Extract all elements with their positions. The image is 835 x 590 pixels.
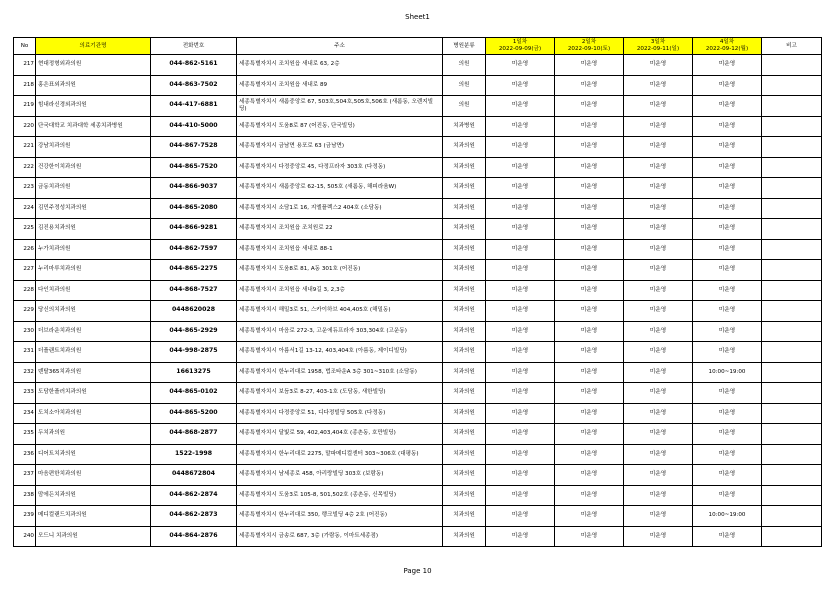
institution-name: 모드니 치과의원 bbox=[36, 526, 151, 547]
address: 세종특별자치시 아름서1길 13-12, 403,404호 (아름동, 제이디빌딩) bbox=[237, 342, 443, 363]
header-day-1-label: 1일차 bbox=[512, 39, 528, 45]
address: 세종특별자치시 조치원읍 새내9길 3, 2,3층 bbox=[237, 280, 443, 301]
day-1-status: 미운영 bbox=[486, 383, 555, 404]
day-2-status: 미운영 bbox=[555, 465, 624, 486]
phone-number: 044-862-5161 bbox=[151, 55, 237, 76]
row-number: 217 bbox=[14, 55, 36, 76]
address: 세종특별자치시 해밀3로 51, 스카이하브 404,405호 (해밀동) bbox=[237, 301, 443, 322]
note bbox=[762, 342, 822, 363]
phone-number: 044-865-2275 bbox=[151, 260, 237, 281]
phone-number: 0448620028 bbox=[151, 301, 237, 322]
hospital-type: 의원 bbox=[443, 75, 486, 96]
day-1-status: 미운영 bbox=[486, 362, 555, 383]
day-4-status: 미운영 bbox=[693, 321, 762, 342]
day-3-status: 미운영 bbox=[624, 506, 693, 527]
table-row bbox=[14, 280, 822, 301]
day-3-status: 미운영 bbox=[624, 465, 693, 486]
hospital-type: 치과의원 bbox=[443, 280, 486, 301]
row-number: 224 bbox=[14, 198, 36, 219]
table-row bbox=[14, 137, 822, 158]
header-type: 병원분류 bbox=[443, 38, 486, 55]
institution-name: 도담한플러치과의원 bbox=[36, 383, 151, 404]
day-4-status: 미운영 bbox=[693, 383, 762, 404]
note bbox=[762, 321, 822, 342]
hospital-type: 의원 bbox=[443, 96, 486, 117]
phone-number: 044-862-7597 bbox=[151, 239, 237, 260]
day-4-status: 미운영 bbox=[693, 178, 762, 199]
hospital-type: 치과의원 bbox=[443, 321, 486, 342]
institution-name: 당신의치과의원 bbox=[36, 301, 151, 322]
day-1-status: 미운영 bbox=[486, 485, 555, 506]
day-1-status: 미운영 bbox=[486, 444, 555, 465]
address: 세종특별자치시 한누리대로 1958, 법조타운A 3층 301~310호 (소담동) bbox=[237, 362, 443, 383]
institution-name: 메디컬랜드치과의원 bbox=[36, 506, 151, 527]
row-number: 233 bbox=[14, 383, 36, 404]
row-number: 232 bbox=[14, 362, 36, 383]
phone-number: 044-865-7520 bbox=[151, 157, 237, 178]
day-2-status: 미운영 bbox=[555, 116, 624, 137]
table-row bbox=[14, 362, 822, 383]
hospital-type: 치과의원 bbox=[443, 403, 486, 424]
day-4-status: 미운영 bbox=[693, 342, 762, 363]
header-name: 의료기관명 bbox=[36, 38, 151, 55]
institution-name: 김진용치과의원 bbox=[36, 219, 151, 240]
day-3-status: 미운영 bbox=[624, 444, 693, 465]
address: 세종특별자치시 조치원읍 새내로 63, 2층 bbox=[237, 55, 443, 76]
day-4-status: 미운영 bbox=[693, 485, 762, 506]
row-number: 221 bbox=[14, 137, 36, 158]
day-3-status: 미운영 bbox=[624, 157, 693, 178]
note bbox=[762, 301, 822, 322]
day-1-status: 미운영 bbox=[486, 96, 555, 117]
day-4-status: 미운영 bbox=[693, 137, 762, 158]
address: 세종특별자치시 다정중앙로 45, 다정프라자 303호 (다정동) bbox=[237, 157, 443, 178]
hospital-type: 치과의원 bbox=[443, 465, 486, 486]
note bbox=[762, 260, 822, 281]
institution-name: 단국대학교 치과대학 세종치과병원 bbox=[36, 116, 151, 137]
hospital-type: 치과의원 bbox=[443, 526, 486, 547]
row-number: 234 bbox=[14, 403, 36, 424]
day-4-status: 10:00~19:00 bbox=[693, 362, 762, 383]
day-3-status: 미운영 bbox=[624, 321, 693, 342]
table-row bbox=[14, 198, 822, 219]
day-3-status: 미운영 bbox=[624, 485, 693, 506]
note bbox=[762, 157, 822, 178]
day-3-status: 미운영 bbox=[624, 383, 693, 404]
phone-number: 044-865-5200 bbox=[151, 403, 237, 424]
note bbox=[762, 55, 822, 76]
header-day-2 bbox=[555, 38, 624, 55]
table-row bbox=[14, 55, 822, 76]
address: 세종특별자치시 한누리대로 2275, 말파메디컬센터 303~306호 (대평동) bbox=[237, 444, 443, 465]
table-body bbox=[14, 55, 822, 547]
institution-name: 누리마루치과의원 bbox=[36, 260, 151, 281]
day-3-status: 미운영 bbox=[624, 178, 693, 199]
page-number: Page 10 bbox=[403, 567, 432, 575]
day-1-status: 미운영 bbox=[486, 55, 555, 76]
day-2-status: 미운영 bbox=[555, 526, 624, 547]
table-row bbox=[14, 526, 822, 547]
note bbox=[762, 526, 822, 547]
address: 세종특별자치시 소담1로 16, 지엘플렉스2 404호 (소담동) bbox=[237, 198, 443, 219]
address: 세종특별자치시 마음로 272-3, 고운에듀프라자 303,304호 (고운동) bbox=[237, 321, 443, 342]
hospital-type: 치과의원 bbox=[443, 137, 486, 158]
day-1-status: 미운영 bbox=[486, 526, 555, 547]
table-row bbox=[14, 444, 822, 465]
header-day-3-label: 3일차 bbox=[650, 39, 666, 45]
row-number: 225 bbox=[14, 219, 36, 240]
institution-name: 현대정형외과의원 bbox=[36, 55, 151, 76]
institution-name: 더플랜트치과의원 bbox=[36, 342, 151, 363]
day-1-status: 미운영 bbox=[486, 260, 555, 281]
institution-name: 디어트치과의원 bbox=[36, 444, 151, 465]
hospital-type: 의원 bbox=[443, 55, 486, 76]
header-day-1 bbox=[486, 38, 555, 55]
row-number: 240 bbox=[14, 526, 36, 547]
day-2-status: 미운영 bbox=[555, 301, 624, 322]
header-day-1-date: 2022-09-09(금) bbox=[498, 46, 542, 52]
day-4-status: 미운영 bbox=[693, 116, 762, 137]
row-number: 235 bbox=[14, 424, 36, 445]
table-row bbox=[14, 116, 822, 137]
day-1-status: 미운영 bbox=[486, 465, 555, 486]
phone-number: 044-866-9281 bbox=[151, 219, 237, 240]
header-day-4-label: 4일차 bbox=[719, 39, 735, 45]
note bbox=[762, 280, 822, 301]
address: 세종특별자치시 달빛로 59, 402,403,404호 (종촌동, 호만빌딩) bbox=[237, 424, 443, 445]
row-number: 226 bbox=[14, 239, 36, 260]
day-3-status: 미운영 bbox=[624, 362, 693, 383]
table-row bbox=[14, 403, 822, 424]
note bbox=[762, 444, 822, 465]
row-number: 220 bbox=[14, 116, 36, 137]
header-row bbox=[14, 38, 822, 55]
day-1-status: 미운영 bbox=[486, 137, 555, 158]
row-number: 230 bbox=[14, 321, 36, 342]
day-4-status: 미운영 bbox=[693, 301, 762, 322]
institution-name: 금동치과의원 bbox=[36, 178, 151, 199]
table-row bbox=[14, 485, 822, 506]
institution-name: 맘에든치과의원 bbox=[36, 485, 151, 506]
day-4-status: 미운영 bbox=[693, 424, 762, 445]
address: 세종특별자치시 도움8로 87 (어진동, 단국빌딩) bbox=[237, 116, 443, 137]
day-2-status: 미운영 bbox=[555, 485, 624, 506]
phone-number: 044-865-2929 bbox=[151, 321, 237, 342]
day-2-status: 미운영 bbox=[555, 157, 624, 178]
day-3-status: 미운영 bbox=[624, 96, 693, 117]
day-1-status: 미운영 bbox=[486, 219, 555, 240]
hospital-type: 치과의원 bbox=[443, 424, 486, 445]
day-3-status: 미운영 bbox=[624, 55, 693, 76]
address: 세종특별자치시 새롬중앙로 62-15, 505호 (새롬동, 해피라움W) bbox=[237, 178, 443, 199]
note bbox=[762, 465, 822, 486]
day-3-status: 미운영 bbox=[624, 239, 693, 260]
phone-number: 044-868-7527 bbox=[151, 280, 237, 301]
day-4-status: 미운영 bbox=[693, 75, 762, 96]
phone-number: 044-410-5000 bbox=[151, 116, 237, 137]
day-2-status: 미운영 bbox=[555, 178, 624, 199]
institution-name: 더브라운치과의원 bbox=[36, 321, 151, 342]
hospital-table bbox=[13, 37, 822, 547]
day-3-status: 미운영 bbox=[624, 280, 693, 301]
institution-name: 누가치과의원 bbox=[36, 239, 151, 260]
header-day-3 bbox=[624, 38, 693, 55]
day-1-status: 미운영 bbox=[486, 239, 555, 260]
day-1-status: 미운영 bbox=[486, 301, 555, 322]
institution-name: 도치소아치과의원 bbox=[36, 403, 151, 424]
note bbox=[762, 116, 822, 137]
note bbox=[762, 239, 822, 260]
day-2-status: 미운영 bbox=[555, 383, 624, 404]
phone-number: 044-864-2876 bbox=[151, 526, 237, 547]
table-row bbox=[14, 342, 822, 363]
phone-number: 044-862-2873 bbox=[151, 506, 237, 527]
institution-name: 다인치과의원 bbox=[36, 280, 151, 301]
header-no: No bbox=[14, 38, 36, 55]
note bbox=[762, 75, 822, 96]
table-row bbox=[14, 96, 822, 117]
header-day-4-date: 2022-09-12(월) bbox=[705, 46, 749, 52]
day-4-status: 미운영 bbox=[693, 260, 762, 281]
row-number: 238 bbox=[14, 485, 36, 506]
day-3-status: 미운영 bbox=[624, 75, 693, 96]
institution-name: 덴탈365치과의원 bbox=[36, 362, 151, 383]
phone-number: 044-868-2877 bbox=[151, 424, 237, 445]
header-day-3-date: 2022-09-11(일) bbox=[636, 46, 680, 52]
day-4-status: 미운영 bbox=[693, 403, 762, 424]
day-4-status: 미운영 bbox=[693, 444, 762, 465]
table-row bbox=[14, 321, 822, 342]
hospital-type: 치과의원 bbox=[443, 157, 486, 178]
table-row bbox=[14, 260, 822, 281]
phone-number: 044-998-2875 bbox=[151, 342, 237, 363]
table-row bbox=[14, 157, 822, 178]
note bbox=[762, 506, 822, 527]
institution-name: 강남치과의원 bbox=[36, 137, 151, 158]
day-2-status: 미운영 bbox=[555, 198, 624, 219]
address: 세종특별자치시 새롬중앙로 67, 503호,504호,505호,506호 (새롬동, 오렌지빌딩) bbox=[237, 96, 443, 117]
day-2-status: 미운영 bbox=[555, 280, 624, 301]
institution-name: 김민주정성치과의원 bbox=[36, 198, 151, 219]
day-2-status: 미운영 bbox=[555, 75, 624, 96]
day-3-status: 미운영 bbox=[624, 116, 693, 137]
day-3-status: 미운영 bbox=[624, 137, 693, 158]
row-number: 239 bbox=[14, 506, 36, 527]
table-row bbox=[14, 239, 822, 260]
header-day-2-date: 2022-09-10(토) bbox=[567, 46, 611, 52]
row-number: 228 bbox=[14, 280, 36, 301]
day-2-status: 미운영 bbox=[555, 260, 624, 281]
day-4-status: 미운영 bbox=[693, 239, 762, 260]
hospital-type: 치과의원 bbox=[443, 444, 486, 465]
day-2-status: 미운영 bbox=[555, 219, 624, 240]
table-row bbox=[14, 506, 822, 527]
day-2-status: 미운영 bbox=[555, 362, 624, 383]
phone-number: 044-866-9037 bbox=[151, 178, 237, 199]
note bbox=[762, 96, 822, 117]
day-4-status: 미운영 bbox=[693, 157, 762, 178]
row-number: 229 bbox=[14, 301, 36, 322]
day-2-status: 미운영 bbox=[555, 96, 624, 117]
day-3-status: 미운영 bbox=[624, 198, 693, 219]
note bbox=[762, 403, 822, 424]
day-2-status: 미운영 bbox=[555, 424, 624, 445]
day-1-status: 미운영 bbox=[486, 424, 555, 445]
address: 세종특별자치시 금남면 용포로 63 (금남면) bbox=[237, 137, 443, 158]
header-day-2-label: 2일차 bbox=[581, 39, 597, 45]
note bbox=[762, 219, 822, 240]
day-3-status: 미운영 bbox=[624, 219, 693, 240]
row-number: 219 bbox=[14, 96, 36, 117]
note bbox=[762, 424, 822, 445]
hospital-type: 치과의원 bbox=[443, 239, 486, 260]
hospital-type: 치과의원 bbox=[443, 178, 486, 199]
address: 세종특별자치시 금송로 687, 3층 (가람동, 이마트세종점) bbox=[237, 526, 443, 547]
hospital-type: 치과의원 bbox=[443, 260, 486, 281]
day-2-status: 미운영 bbox=[555, 137, 624, 158]
table-row bbox=[14, 301, 822, 322]
day-2-status: 미운영 bbox=[555, 342, 624, 363]
address: 세종특별자치시 조치원읍 새내로 88-1 bbox=[237, 239, 443, 260]
address: 세종특별자치시 도움3로 105-8, 501,502호 (종촌동, 신목빌딩) bbox=[237, 485, 443, 506]
address: 세종특별자치시 다정중앙로 51, 디다정빌딩 505호 (다정동) bbox=[237, 403, 443, 424]
institution-name: 건강한이치과의원 bbox=[36, 157, 151, 178]
sheet-title: Sheet1 bbox=[405, 13, 430, 21]
day-4-status: 미운영 bbox=[693, 465, 762, 486]
hospital-type: 치과의원 bbox=[443, 506, 486, 527]
address: 세종특별자치시 보듬3로 8-27, 403-1호 (도담동, 새한빌딩) bbox=[237, 383, 443, 404]
row-number: 236 bbox=[14, 444, 36, 465]
day-4-status: 미운영 bbox=[693, 55, 762, 76]
day-3-status: 미운영 bbox=[624, 424, 693, 445]
day-1-status: 미운영 bbox=[486, 342, 555, 363]
header-day-4 bbox=[693, 38, 762, 55]
day-2-status: 미운영 bbox=[555, 55, 624, 76]
hospital-type: 치과의원 bbox=[443, 301, 486, 322]
table-row bbox=[14, 465, 822, 486]
hospital-type: 치과의원 bbox=[443, 383, 486, 404]
note bbox=[762, 137, 822, 158]
hospital-type: 치과의원 bbox=[443, 485, 486, 506]
table-row bbox=[14, 424, 822, 445]
day-1-status: 미운영 bbox=[486, 178, 555, 199]
phone-number: 1522-1998 bbox=[151, 444, 237, 465]
day-3-status: 미운영 bbox=[624, 260, 693, 281]
phone-number: 0448672804 bbox=[151, 465, 237, 486]
day-4-status: 미운영 bbox=[693, 96, 762, 117]
institution-name: 힘내라신경외과의원 bbox=[36, 96, 151, 117]
table-row bbox=[14, 75, 822, 96]
day-1-status: 미운영 bbox=[486, 198, 555, 219]
day-2-status: 미운영 bbox=[555, 403, 624, 424]
row-number: 222 bbox=[14, 157, 36, 178]
phone-number: 044-863-7502 bbox=[151, 75, 237, 96]
address: 세종특별자치시 도움8로 81, A동 301호 (어진동) bbox=[237, 260, 443, 281]
hospital-type: 치과의원 bbox=[443, 342, 486, 363]
day-1-status: 미운영 bbox=[486, 157, 555, 178]
day-3-status: 미운영 bbox=[624, 342, 693, 363]
day-4-status: 10:00~19:00 bbox=[693, 506, 762, 527]
note bbox=[762, 485, 822, 506]
day-3-status: 미운영 bbox=[624, 526, 693, 547]
row-number: 231 bbox=[14, 342, 36, 363]
note bbox=[762, 178, 822, 199]
institution-name: 홍은표외과의원 bbox=[36, 75, 151, 96]
note bbox=[762, 198, 822, 219]
address: 세종특별자치시 조치원읍 새내로 89 bbox=[237, 75, 443, 96]
address: 세종특별자치시 조치원읍 조치원로 22 bbox=[237, 219, 443, 240]
row-number: 218 bbox=[14, 75, 36, 96]
hospital-type: 치과의원 bbox=[443, 219, 486, 240]
table-row bbox=[14, 383, 822, 404]
hospital-type: 치과병원 bbox=[443, 116, 486, 137]
day-1-status: 미운영 bbox=[486, 506, 555, 527]
phone-number: 044-867-7528 bbox=[151, 137, 237, 158]
day-1-status: 미운영 bbox=[486, 75, 555, 96]
phone-number: 16613275 bbox=[151, 362, 237, 383]
institution-name: 마음편한치과의원 bbox=[36, 465, 151, 486]
day-3-status: 미운영 bbox=[624, 301, 693, 322]
phone-number: 044-417-6881 bbox=[151, 96, 237, 117]
day-1-status: 미운영 bbox=[486, 321, 555, 342]
header-phone: 전화번호 bbox=[151, 38, 237, 55]
day-4-status: 미운영 bbox=[693, 280, 762, 301]
phone-number: 044-865-2080 bbox=[151, 198, 237, 219]
day-2-status: 미운영 bbox=[555, 321, 624, 342]
day-4-status: 미운영 bbox=[693, 526, 762, 547]
phone-number: 044-862-2874 bbox=[151, 485, 237, 506]
row-number: 223 bbox=[14, 178, 36, 199]
row-number: 237 bbox=[14, 465, 36, 486]
day-1-status: 미운영 bbox=[486, 116, 555, 137]
table-row bbox=[14, 219, 822, 240]
day-2-status: 미운영 bbox=[555, 506, 624, 527]
day-2-status: 미운영 bbox=[555, 444, 624, 465]
phone-number: 044-865-0102 bbox=[151, 383, 237, 404]
address: 세종특별자치시 한누리대로 350, 랭크빌딩 4층 2호 (어진동) bbox=[237, 506, 443, 527]
day-1-status: 미운영 bbox=[486, 280, 555, 301]
day-3-status: 미운영 bbox=[624, 403, 693, 424]
header-note: 비고 bbox=[762, 38, 822, 55]
table-row bbox=[14, 178, 822, 199]
day-4-status: 미운영 bbox=[693, 198, 762, 219]
hospital-type: 치과의원 bbox=[443, 362, 486, 383]
row-number: 227 bbox=[14, 260, 36, 281]
day-4-status: 미운영 bbox=[693, 219, 762, 240]
address: 세종특별자치시 남세종로 458, 아리랑빌딩 303호 (보람동) bbox=[237, 465, 443, 486]
hospital-type: 치과의원 bbox=[443, 198, 486, 219]
day-2-status: 미운영 bbox=[555, 239, 624, 260]
header-address: 주소 bbox=[237, 38, 443, 55]
institution-name: 두치과의원 bbox=[36, 424, 151, 445]
day-1-status: 미운영 bbox=[486, 403, 555, 424]
note bbox=[762, 383, 822, 404]
note bbox=[762, 362, 822, 383]
